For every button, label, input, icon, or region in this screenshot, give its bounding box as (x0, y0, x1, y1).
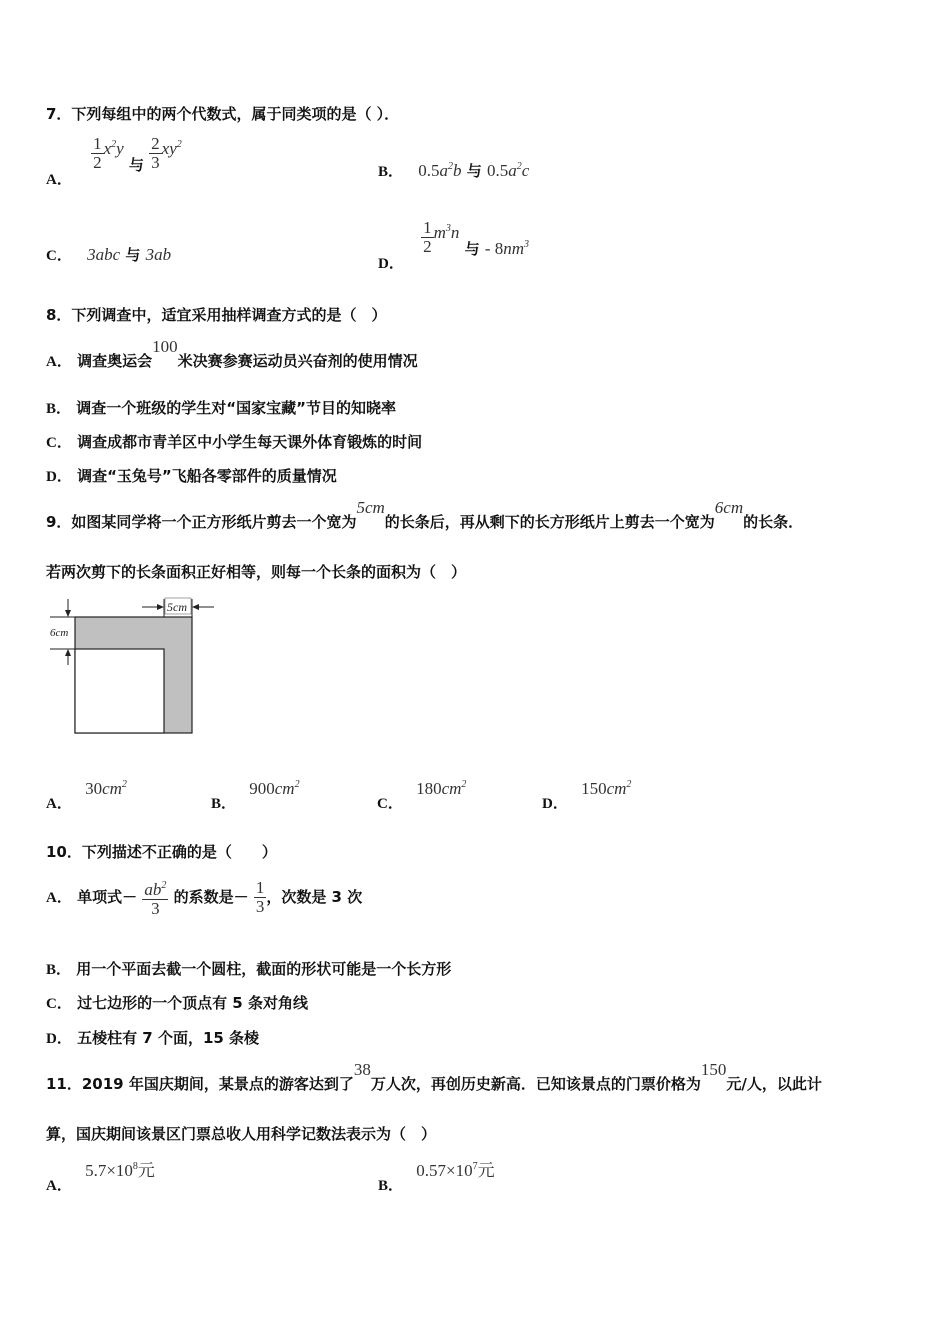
q10-option-d: D． 五棱柱有 7 个面，15 条棱 (46, 1029, 260, 1047)
q8-option-c: C． 调查成都市青羊区中小学生每天课外体育锻炼的时间 (46, 433, 423, 451)
q11-stem-line2: 算，国庆期间该景区门票总收人用科学记数法表示为（ ） (46, 1125, 437, 1143)
q7-option-c: C． 3abc 与 3ab (46, 245, 172, 264)
q7-stem: 7．下列每组中的两个代数式，属于同类项的是（ ）． (46, 105, 400, 123)
q10-stem: 10．下列描述不正确的是（ ） (46, 843, 277, 861)
fraction: $\frac{1}{2}$ (423, 218, 432, 256)
q10-option-b: B． 用一个平面去截一个圆柱，截面的形状可能是一个长方形 (46, 960, 452, 978)
q7-option-d: D． $\frac{1}{2}$ $m^3n$ 与 - $8nm^3$ (378, 218, 530, 272)
fraction: $\frac{1}{3}$ (255, 878, 265, 916)
q10-option-a: A． 单项式－ $\frac{ab^2}{3}$ 的系数是－ $\frac{1}{3}$ ，次数是 3 次 (46, 878, 363, 918)
q9-option-a: A． $30cm^2$ (46, 779, 127, 812)
q9-stem-line2: 若两次剪下的长条面积正好相等，则每一个长条的面积为（ ） (46, 563, 467, 581)
q8-option-b: B． 调查一个班级的学生对“国家宝藏”节目的知晓率 (46, 399, 396, 417)
q9-stem: 9．如图某同学将一个正方形纸片剪去一个宽为5cm的长条后，再从剩下的长方形纸片上剪去一个宽为6cm的长条． (46, 498, 804, 531)
fraction: $\frac{2}{3}$ (151, 134, 160, 172)
q8-stem: 8．下列调查中，适宜采用抽样调查方式的是（ ） (46, 306, 387, 324)
q7-option-b: B． $0.5a^2b$ 与 $0.5a^2c$ (378, 161, 530, 180)
q7-option-a: A． $\frac{1}{2}$ $x^2y$ 与 $\frac{2}{3}$ $xy^2$ (46, 134, 182, 188)
fraction: $\frac{1}{2}$ (93, 134, 102, 172)
q10-option-c: C． 过七边形的一个顶点有 5 条对角线 (46, 994, 308, 1012)
q11-option-b: B． $0.57\times 10^7$元 (378, 1161, 495, 1194)
q9-figure (44, 595, 224, 745)
label-5cm: 5cm (167, 600, 187, 614)
q9-option-c: C． $180cm^2$ (377, 779, 467, 812)
fraction: $\frac{ab^2}{3}$ (144, 880, 167, 918)
q8-option-a: A． 调查奥运会100米决赛参赛运动员兴奋剂的使用情况 (46, 337, 418, 370)
q8-option-d: D． 调查“玉兔号”飞船各零部件的质量情况 (46, 467, 337, 485)
q11-option-a: A． $5.7\times 10^8$元 (46, 1161, 155, 1194)
q11-stem: 11．2019 年国庆期间，某景点的游客达到了38万人次，再创历史新高．已知该景点的门票价格为150元/人，以此计 (46, 1060, 822, 1093)
q9-option-b: B． $900cm^2$ (211, 779, 300, 812)
label-6cm: 6cm (50, 627, 69, 639)
figure-white-remainder (75, 649, 164, 733)
q9-option-d: D． $150cm^2$ (542, 779, 632, 812)
